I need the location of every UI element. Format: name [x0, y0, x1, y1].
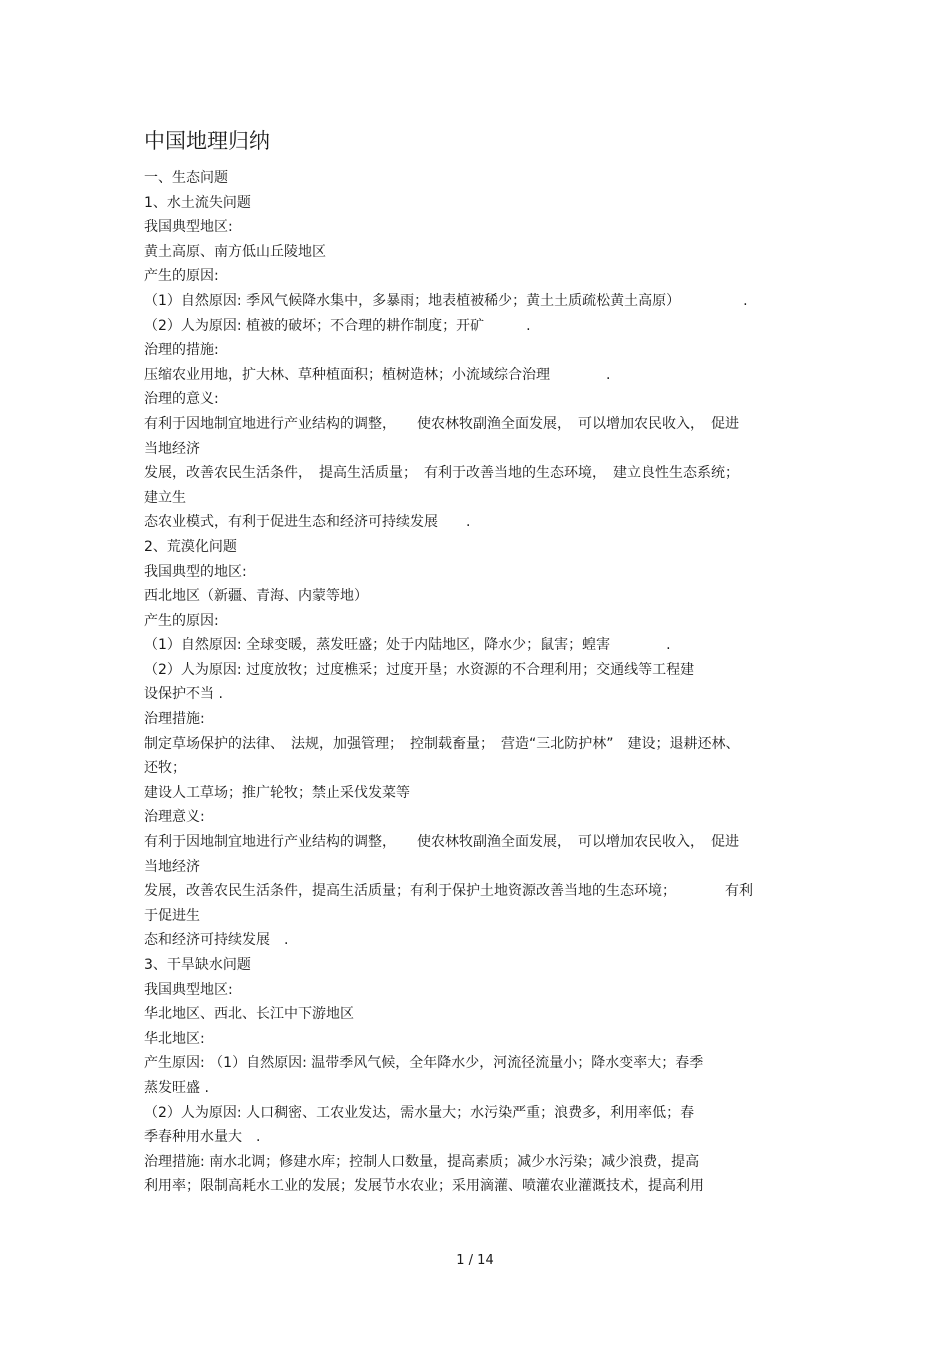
text-line: 华北地区、西北、长江中下游地区 — [144, 1006, 354, 1023]
text-line: 制定草场保护的法律、 法规，加强管理； 控制载畜量； 营造“三北防护林” 建设；退耕还林、 — [144, 735, 740, 752]
text-line: 蒸发旺盛 . — [144, 1079, 209, 1096]
text-line: （1）自然原因: 季风气候降水集中，多暴雨；地表植被稀少；黄土土质疏松黄土高原） . — [144, 292, 748, 309]
text-line: 黄土高原、南方低山丘陵地区 — [144, 243, 326, 260]
text-line: 设保护不当 . — [144, 686, 223, 703]
text-line: 发展，改善农民生活条件， 提高生活质量； 有利于改善当地的生态环境， 建立良性生态系统； — [144, 465, 739, 482]
document-title: 中国地理归纳 — [144, 129, 270, 153]
text-line: 发展，改善农民生活条件，提高生活质量；有利于保护土地资源改善当地的生态环境； 有利 — [144, 883, 753, 900]
text-line: 治理措施: — [144, 711, 205, 728]
page-number: 1 / 14 — [456, 1253, 494, 1268]
text-line: 有利于因地制宜地进行产业结构的调整， 使农林牧副渔全面发展， 可以增加农民收入， 促进 — [144, 415, 739, 432]
text-line: 治理意义: — [144, 809, 205, 826]
text-line: 利用率；限制高耗水工业的发展；发展节水农业；采用滴灌、喷灌农业灌溉技术，提高利用 — [144, 1178, 704, 1195]
text-line: （2）人为原因: 过度放牧；过度樵采；过度开垦；水资源的不合理利用；交通线等工程建 — [144, 661, 695, 678]
text-line: 华北地区: — [144, 1030, 205, 1047]
text-line: 3、干旱缺水问题 — [144, 957, 251, 973]
text-line: 建立生 — [144, 489, 186, 506]
text-line: 一、生态问题 — [144, 170, 228, 186]
document-body — [144, 166, 806, 1199]
text-line: 态农业模式，有利于促进生态和经济可持续发展 . — [144, 514, 471, 531]
text-line: 西北地区（新疆、青海、内蒙等地） — [144, 588, 368, 605]
text-line: 产生原因: （1）自然原因: 温带季风气候，全年降水少，河流径流量小；降水变率大；春季 — [144, 1055, 704, 1072]
text-line: 我国典型的地区: — [144, 563, 247, 580]
text-line: 治理措施: 南水北调；修建水库；控制人口数量，提高素质；减少水污染；减少浪费，提高 — [144, 1153, 700, 1170]
text-line: 当地经济 — [144, 858, 200, 875]
text-line: 1、水土流失问题 — [144, 194, 251, 211]
text-line: 有利于因地制宜地进行产业结构的调整， 使农林牧副渔全面发展， 可以增加农民收入， 促进 — [144, 834, 739, 851]
text-line: 当地经济 — [144, 440, 200, 457]
text-line: 我国典型地区: — [144, 219, 233, 236]
text-line: （2）人为原因: 植被的破坏；不合理的耕作制度；开矿 . — [144, 317, 531, 334]
text-line: 2、荒漠化问题 — [144, 538, 237, 555]
text-line: 态和经济可持续发展 . — [144, 932, 289, 949]
text-line: 压缩农业用地，扩大林、草种植面积；植树造林；小流域综合治理 . — [144, 366, 611, 383]
text-line: 于促进生 — [144, 907, 200, 924]
text-line: 还牧； — [144, 760, 186, 777]
text-line: 我国典型地区: — [144, 981, 233, 998]
text-line: 产生的原因: — [144, 268, 219, 285]
text-line: 治理的措施: — [144, 342, 219, 359]
text-line: （1）自然原因: 全球变暖，蒸发旺盛；处于内陆地区，降水少；鼠害；蝗害 . — [144, 637, 671, 654]
text-line: 季春种用水量大 . — [144, 1129, 261, 1146]
text-line: （2）人为原因: 人口稠密、工农业发达，需水量大；水污染严重；浪费多，利用率低；春 — [144, 1104, 695, 1121]
text-line: 产生的原因: — [144, 612, 219, 629]
text-line: 建设人工草场；推广轮牧；禁止采伐发菜等 — [144, 784, 410, 801]
text-line: 治理的意义: — [144, 391, 219, 408]
